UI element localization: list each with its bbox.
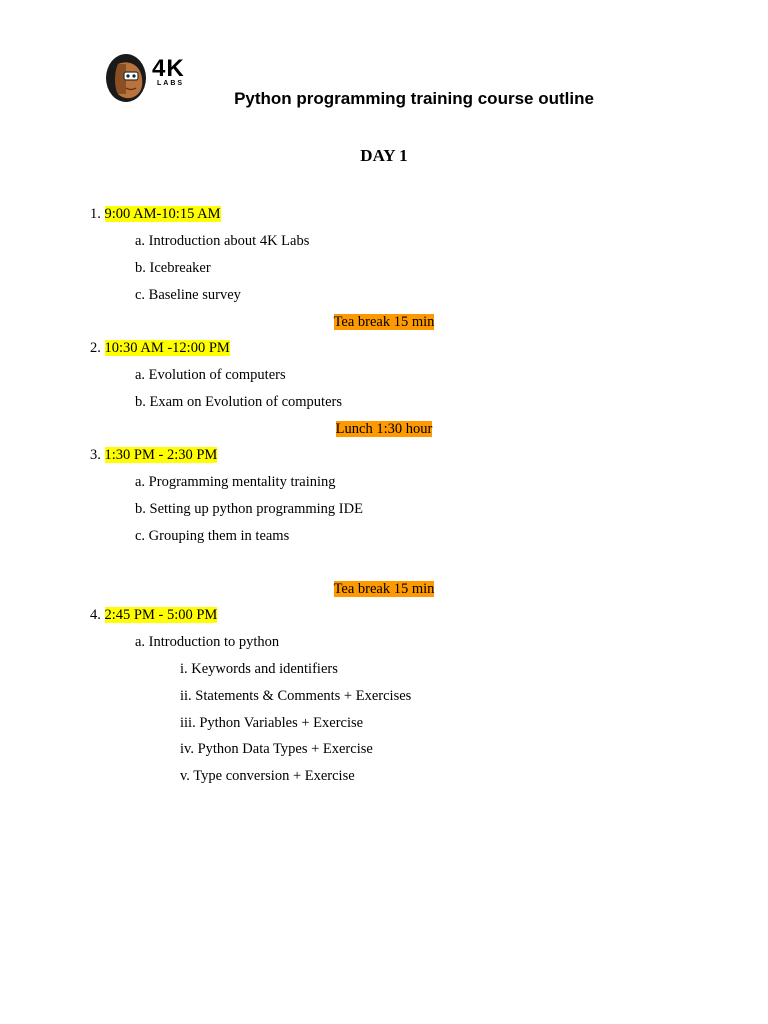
sub-list-item: ii. Statements & Comments + Exercises — [180, 688, 412, 704]
sub-list-item: i. Keywords and identifiers — [180, 661, 338, 677]
day-title: DAY 1 — [360, 146, 408, 165]
list-item: a. Introduction to python — [135, 634, 280, 650]
session-number: 1. — [90, 206, 101, 222]
list-item: a. Evolution of computers — [135, 367, 286, 383]
session-time: 2:45 PM - 5:00 PM — [104, 607, 218, 623]
list-item: c. Baseline survey — [135, 287, 241, 303]
list-item: b. Exam on Evolution of computers — [135, 394, 342, 410]
session-number: 4. — [90, 607, 101, 623]
session-time: 9:00 AM-10:15 AM — [104, 206, 221, 222]
session-1-heading — [90, 205, 221, 223]
session-number: 2. — [90, 340, 101, 356]
sub-list-item: v. Type conversion + Exercise — [180, 768, 355, 784]
document-title: Python programming training course outline — [234, 89, 594, 108]
session-number: 3. — [90, 447, 101, 463]
session-time: 1:30 PM - 2:30 PM — [104, 447, 218, 463]
lunch-break-label: Lunch 1:30 hour — [335, 421, 433, 437]
logo-subtext: LABS — [157, 80, 185, 87]
tea-break-label: Tea break 15 min — [333, 581, 435, 597]
break-row — [0, 313, 768, 331]
break-row — [0, 420, 768, 438]
session-3-heading — [90, 446, 217, 464]
break-row — [0, 580, 768, 598]
list-item: c. Grouping them in teams — [135, 528, 290, 544]
list-item: b. Icebreaker — [135, 260, 211, 276]
tea-break-label: Tea break 15 min — [333, 314, 435, 330]
list-item: b. Setting up python programming IDE — [135, 501, 363, 517]
session-time: 10:30 AM -12:00 PM — [104, 340, 230, 356]
sub-list-item: iv. Python Data Types + Exercise — [180, 741, 373, 757]
logo-text: 4K — [152, 55, 185, 82]
list-item: a. Programming mentality training — [135, 474, 336, 490]
list-item: a. Introduction about 4K Labs — [135, 233, 310, 249]
session-4-heading — [90, 606, 217, 624]
sub-list-item: iii. Python Variables + Exercise — [180, 715, 364, 731]
session-2-heading — [90, 339, 230, 357]
